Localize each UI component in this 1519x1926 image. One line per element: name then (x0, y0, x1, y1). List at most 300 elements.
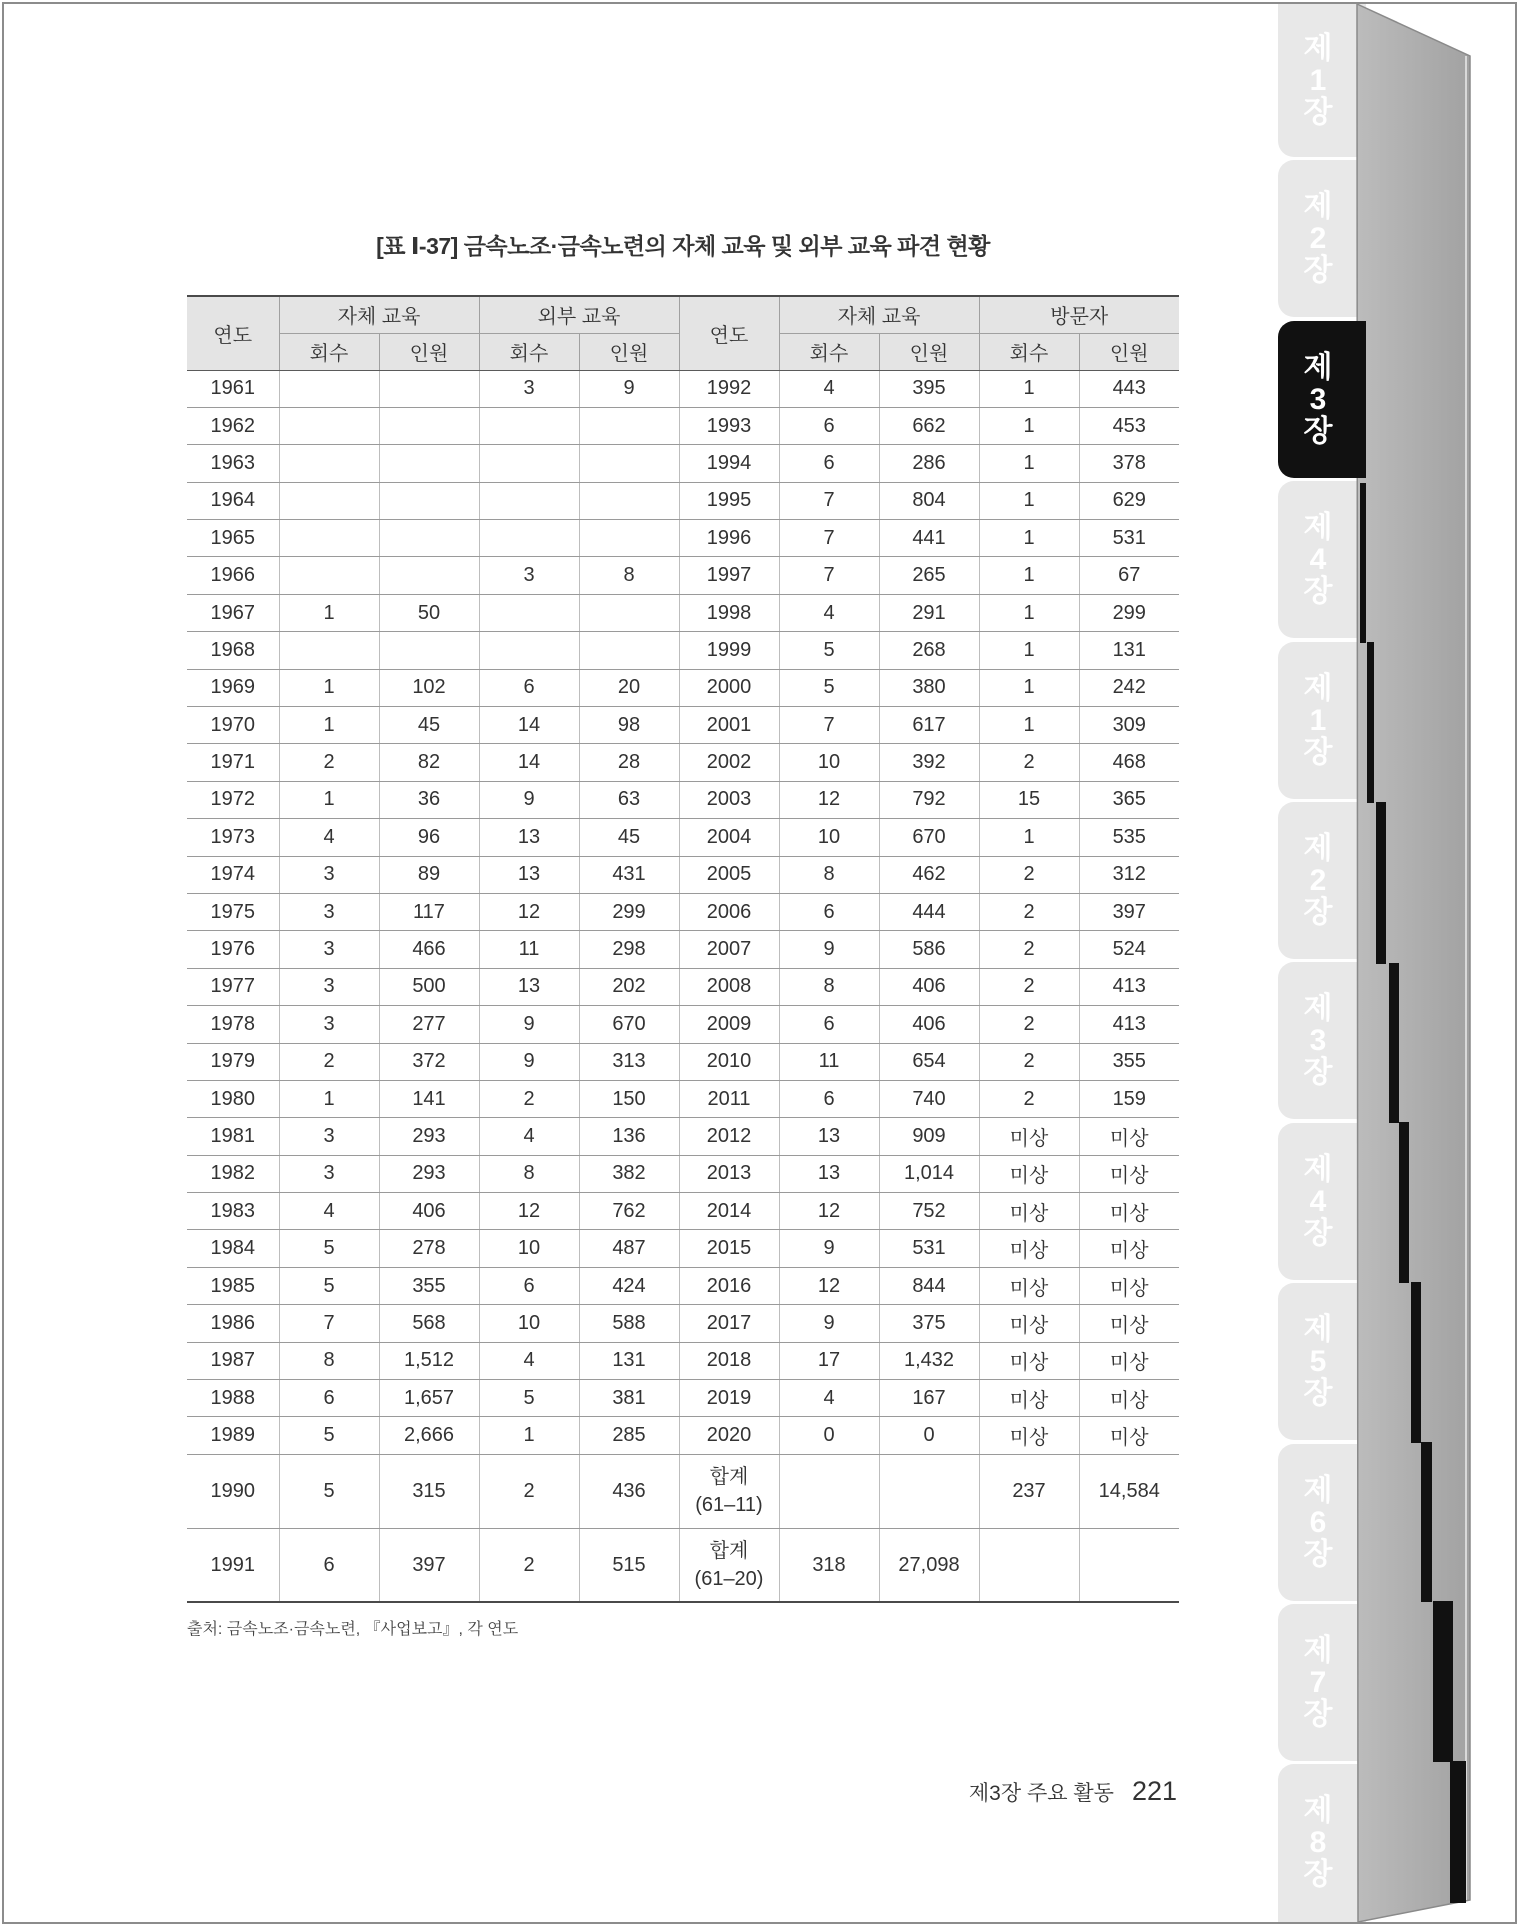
cell-visitor-count: 미상 (979, 1230, 1079, 1267)
cell-self-edu-count-left: 4 (279, 1193, 379, 1230)
cell-self-edu-count-right: 6 (779, 1080, 879, 1117)
cell-visitor-count: 15 (979, 781, 1079, 818)
cell-visitor-people: 299 (1079, 594, 1179, 631)
cell-self-edu-count-right: 4 (779, 1380, 879, 1417)
cell-external-edu-count: 6 (479, 1267, 579, 1304)
cell-year-right: 2009 (679, 1006, 779, 1043)
cell-self-edu-count-right: 7 (779, 707, 879, 744)
cell-visitor-count: 2 (979, 1006, 1079, 1043)
cell-self-edu-people-right: 395 (879, 370, 979, 407)
cell-self-edu-people-left: 500 (379, 968, 479, 1005)
cell-external-edu-people: 588 (579, 1305, 679, 1342)
cell-external-edu-people: 45 (579, 819, 679, 856)
cell-visitor-people: 397 (1079, 893, 1179, 930)
cell-self-edu-people-left: 1,657 (379, 1380, 479, 1417)
subheader-count: 회수 (479, 333, 579, 370)
table-row (187, 594, 1179, 631)
cell-year-right: 합계 (61–20) (679, 1528, 779, 1602)
cell-self-edu-count-left: 1 (279, 669, 379, 706)
table-row (187, 1528, 1179, 1602)
cell-year-left: 1982 (187, 1155, 279, 1192)
thumb-index-mark (1450, 1761, 1466, 1903)
cell-visitor-people: 67 (1079, 557, 1179, 594)
cell-year-right: 1999 (679, 632, 779, 669)
cell-year-left: 1987 (187, 1342, 279, 1379)
cell-self-edu-people-right: 286 (879, 445, 979, 482)
cell-self-edu-people-left: 50 (379, 594, 479, 631)
cell-visitor-people: 413 (1079, 968, 1179, 1005)
cell-self-edu-people-left (379, 370, 479, 407)
cell-visitor-count: 1 (979, 594, 1079, 631)
cell-year-left: 1969 (187, 669, 279, 706)
cell-external-edu-count: 13 (479, 819, 579, 856)
cell-self-edu-count-right: 12 (779, 1267, 879, 1304)
cell-visitor-count: 1 (979, 520, 1079, 557)
cell-external-edu-count: 3 (479, 557, 579, 594)
cell-self-edu-count-right: 9 (779, 1230, 879, 1267)
chapter-tab (1278, 642, 1366, 799)
table-body (187, 370, 1179, 1602)
cell-self-edu-people-left (379, 520, 479, 557)
cell-self-edu-people-right: 392 (879, 744, 979, 781)
cell-self-edu-count-left (279, 370, 379, 407)
cell-self-edu-people-left: 293 (379, 1155, 479, 1192)
cell-self-edu-people-left: 2,666 (379, 1417, 479, 1454)
cell-external-edu-count: 2 (479, 1528, 579, 1602)
cell-external-edu-people: 313 (579, 1043, 679, 1080)
cell-visitor-people: 미상 (1079, 1305, 1179, 1342)
cell-self-edu-count-left: 3 (279, 1006, 379, 1043)
cell-year-left: 1975 (187, 893, 279, 930)
cell-visitor-count: 2 (979, 893, 1079, 930)
chapter-tab (1278, 1123, 1366, 1280)
cell-self-edu-people-left: 568 (379, 1305, 479, 1342)
cell-external-edu-people: 28 (579, 744, 679, 781)
table-header (187, 296, 1179, 370)
header-year-right: 연도 (679, 296, 779, 370)
table-row (187, 445, 1179, 482)
cell-self-edu-people-left: 82 (379, 744, 479, 781)
subheader-people: 인원 (879, 333, 979, 370)
cell-external-edu-people (579, 632, 679, 669)
cell-visitor-people: 531 (1079, 520, 1179, 557)
cell-self-edu-count-left: 3 (279, 893, 379, 930)
cell-self-edu-people-left: 89 (379, 856, 479, 893)
cell-visitor-count: 미상 (979, 1193, 1079, 1230)
header-year-left: 연도 (187, 296, 279, 370)
chapter-tab-label: 제7장 (1303, 1633, 1333, 1731)
cell-external-edu-count: 14 (479, 744, 579, 781)
cell-self-edu-count-right: 13 (779, 1118, 879, 1155)
cell-external-edu-count: 10 (479, 1230, 579, 1267)
table-row (187, 968, 1179, 1005)
cell-self-edu-count-left (279, 557, 379, 594)
table-row (187, 856, 1179, 893)
cell-external-edu-count: 1 (479, 1417, 579, 1454)
cell-year-left: 1963 (187, 445, 279, 482)
cell-year-right: 2004 (679, 819, 779, 856)
cell-visitor-people: 미상 (1079, 1342, 1179, 1379)
cell-self-edu-people-right: 167 (879, 1380, 979, 1417)
cell-external-edu-people: 285 (579, 1417, 679, 1454)
cell-self-edu-people-right: 462 (879, 856, 979, 893)
cell-self-edu-people-left (379, 557, 479, 594)
cell-external-edu-count: 13 (479, 968, 579, 1005)
table-row (187, 520, 1179, 557)
cell-self-edu-count-right (779, 1454, 879, 1528)
cell-external-edu-count (479, 632, 579, 669)
cell-self-edu-count-left: 2 (279, 1043, 379, 1080)
chapter-tab-label: 제2장 (1303, 189, 1333, 287)
cell-self-edu-people-right: 406 (879, 968, 979, 1005)
cell-year-right: 2017 (679, 1305, 779, 1342)
chapter-tab (1278, 4, 1366, 157)
table-row (187, 1454, 1179, 1528)
cell-self-edu-count-right: 4 (779, 370, 879, 407)
cell-external-edu-people: 298 (579, 931, 679, 968)
cell-self-edu-people-left: 277 (379, 1006, 479, 1043)
cell-external-edu-count: 4 (479, 1342, 579, 1379)
cell-year-left: 1971 (187, 744, 279, 781)
cell-visitor-count: 2 (979, 1043, 1079, 1080)
cell-external-edu-count: 5 (479, 1380, 579, 1417)
chapter-tab (1278, 802, 1366, 959)
cell-self-edu-count-right: 6 (779, 407, 879, 444)
cell-year-right: 2015 (679, 1230, 779, 1267)
cell-self-edu-count-right: 6 (779, 893, 879, 930)
cell-year-right: 1993 (679, 407, 779, 444)
cell-self-edu-count-left (279, 407, 379, 444)
cell-self-edu-people-left: 45 (379, 707, 479, 744)
thumb-index-mark (1367, 642, 1374, 803)
table-row (187, 819, 1179, 856)
cell-year-left: 1968 (187, 632, 279, 669)
cell-year-right: 2005 (679, 856, 779, 893)
cell-external-edu-people: 381 (579, 1380, 679, 1417)
cell-year-right: 2003 (679, 781, 779, 818)
cell-self-edu-count-left: 5 (279, 1454, 379, 1528)
cell-visitor-people: 미상 (1079, 1118, 1179, 1155)
cell-year-left: 1980 (187, 1080, 279, 1117)
cell-visitor-people: 242 (1079, 669, 1179, 706)
cell-self-edu-people-right: 662 (879, 407, 979, 444)
cell-self-edu-people-left: 96 (379, 819, 479, 856)
header-external-education: 외부 교육 (479, 296, 679, 333)
table-row (187, 893, 1179, 930)
cell-external-edu-count: 9 (479, 781, 579, 818)
chapter-tab-label: 제1장 (1303, 671, 1333, 769)
cell-year-left: 1984 (187, 1230, 279, 1267)
table-row (187, 557, 1179, 594)
cell-self-edu-people-right: 617 (879, 707, 979, 744)
cell-self-edu-people-right: 406 (879, 1006, 979, 1043)
chapter-tab-label: 제4장 (1303, 510, 1333, 608)
table-row (187, 1305, 1179, 1342)
cell-year-right: 2000 (679, 669, 779, 706)
header-self-education-right: 자체 교육 (779, 296, 979, 333)
cell-external-edu-count: 14 (479, 707, 579, 744)
cell-external-edu-people (579, 445, 679, 482)
cell-self-edu-count-right: 8 (779, 856, 879, 893)
cell-visitor-count: 1 (979, 669, 1079, 706)
cell-self-edu-count-left: 6 (279, 1380, 379, 1417)
cell-visitor-people: 355 (1079, 1043, 1179, 1080)
cell-self-edu-people-right: 0 (879, 1417, 979, 1454)
cell-visitor-people (1079, 1528, 1179, 1602)
cell-visitor-count (979, 1528, 1079, 1602)
subheader-people: 인원 (1079, 333, 1179, 370)
cell-year-left: 1991 (187, 1528, 279, 1602)
header-self-education-left: 자체 교육 (279, 296, 479, 333)
cell-self-edu-count-left: 3 (279, 931, 379, 968)
cell-year-left: 1977 (187, 968, 279, 1005)
cell-visitor-people: 159 (1079, 1080, 1179, 1117)
cell-year-left: 1978 (187, 1006, 279, 1043)
chapter-tab (1278, 962, 1366, 1119)
cell-external-edu-people: 98 (579, 707, 679, 744)
cell-visitor-people: 309 (1079, 707, 1179, 744)
cell-self-edu-count-right: 7 (779, 557, 879, 594)
cell-visitor-people: 미상 (1079, 1380, 1179, 1417)
cell-year-right: 2011 (679, 1080, 779, 1117)
cell-visitor-people: 629 (1079, 482, 1179, 519)
cell-self-edu-count-right: 10 (779, 744, 879, 781)
cell-external-edu-people: 487 (579, 1230, 679, 1267)
cell-self-edu-count-left: 2 (279, 744, 379, 781)
cell-self-edu-people-left (379, 632, 479, 669)
cell-visitor-count: 미상 (979, 1342, 1079, 1379)
cell-year-left: 1966 (187, 557, 279, 594)
cell-visitor-people: 미상 (1079, 1267, 1179, 1304)
cell-year-left: 1973 (187, 819, 279, 856)
cell-year-left: 1964 (187, 482, 279, 519)
cell-external-edu-people (579, 482, 679, 519)
cell-external-edu-count: 4 (479, 1118, 579, 1155)
cell-self-edu-people-left: 1,512 (379, 1342, 479, 1379)
cell-visitor-count: 1 (979, 632, 1079, 669)
cell-visitor-people: 미상 (1079, 1155, 1179, 1192)
cell-visitor-count: 미상 (979, 1380, 1079, 1417)
cell-year-left: 1989 (187, 1417, 279, 1454)
subheader-people: 인원 (579, 333, 679, 370)
source-note: 출처: 금속노조·금속노련, 『사업보고』, 각 연도 (187, 1621, 519, 1638)
cell-self-edu-people-right: 1,432 (879, 1342, 979, 1379)
cell-year-left: 1988 (187, 1380, 279, 1417)
cell-self-edu-count-right: 6 (779, 1006, 879, 1043)
table-row (187, 1417, 1179, 1454)
cell-external-edu-people (579, 520, 679, 557)
cell-visitor-count: 1 (979, 482, 1079, 519)
running-footer-chapter: 제3장 주요 활동 (968, 1782, 1114, 1805)
cell-self-edu-count-left (279, 520, 379, 557)
cell-self-edu-people-left: 102 (379, 669, 479, 706)
cell-self-edu-count-right: 5 (779, 669, 879, 706)
cell-visitor-count: 미상 (979, 1267, 1079, 1304)
table-row (187, 1267, 1179, 1304)
cell-year-right: 1995 (679, 482, 779, 519)
cell-self-edu-people-left: 293 (379, 1118, 479, 1155)
cell-self-edu-people-right: 909 (879, 1118, 979, 1155)
cell-self-edu-count-left: 3 (279, 856, 379, 893)
cell-year-right: 1992 (679, 370, 779, 407)
cell-visitor-count: 1 (979, 819, 1079, 856)
chapter-tab (1278, 1283, 1366, 1440)
subheader-count: 회수 (279, 333, 379, 370)
chapter-tab-active (1278, 321, 1366, 478)
thumb-index-mark (1376, 802, 1386, 964)
cell-self-edu-people-right: 586 (879, 931, 979, 968)
cell-visitor-count: 2 (979, 744, 1079, 781)
cell-year-left: 1965 (187, 520, 279, 557)
cell-visitor-count: 2 (979, 931, 1079, 968)
cell-external-edu-people: 299 (579, 893, 679, 930)
cell-year-right: 1998 (679, 594, 779, 631)
cell-self-edu-count-left: 3 (279, 1118, 379, 1155)
cell-visitor-count: 2 (979, 968, 1079, 1005)
chapter-tab (1278, 1764, 1366, 1922)
cell-self-edu-people-left: 315 (379, 1454, 479, 1528)
table-row (187, 669, 1179, 706)
cell-self-edu-people-right: 1,014 (879, 1155, 979, 1192)
cell-visitor-count: 미상 (979, 1118, 1079, 1155)
cell-visitor-count: 2 (979, 856, 1079, 893)
cell-visitor-people: 312 (1079, 856, 1179, 893)
cell-visitor-count: 1 (979, 445, 1079, 482)
cell-external-edu-count: 2 (479, 1454, 579, 1528)
cell-year-right: 2018 (679, 1342, 779, 1379)
cell-self-edu-people-left: 372 (379, 1043, 479, 1080)
cell-visitor-count: 미상 (979, 1417, 1079, 1454)
cell-self-edu-people-right: 265 (879, 557, 979, 594)
thumb-index-mark (1433, 1601, 1453, 1762)
cell-visitor-count: 1 (979, 557, 1079, 594)
cell-self-edu-people-right: 291 (879, 594, 979, 631)
table-row (187, 931, 1179, 968)
cell-external-edu-people: 63 (579, 781, 679, 818)
cell-external-edu-people: 8 (579, 557, 679, 594)
cell-year-left: 1962 (187, 407, 279, 444)
cell-visitor-count: 미상 (979, 1155, 1079, 1192)
cell-year-right: 2010 (679, 1043, 779, 1080)
table-row (187, 744, 1179, 781)
cell-self-edu-count-right: 4 (779, 594, 879, 631)
cell-visitor-people: 365 (1079, 781, 1179, 818)
cell-external-edu-count: 6 (479, 669, 579, 706)
cell-self-edu-count-right: 5 (779, 632, 879, 669)
cell-self-edu-people-right: 268 (879, 632, 979, 669)
page-number: 221 (1131, 1776, 1177, 1806)
cell-external-edu-people: 202 (579, 968, 679, 1005)
cell-external-edu-people: 136 (579, 1118, 679, 1155)
subheader-people: 인원 (379, 333, 479, 370)
cell-external-edu-people: 762 (579, 1193, 679, 1230)
subheader-count: 회수 (979, 333, 1079, 370)
table-row (187, 1193, 1179, 1230)
cell-year-right: 1996 (679, 520, 779, 557)
table-row (187, 1230, 1179, 1267)
cell-external-edu-people (579, 594, 679, 631)
cell-year-right: 2020 (679, 1417, 779, 1454)
table-row (187, 1006, 1179, 1043)
cell-year-right: 2002 (679, 744, 779, 781)
table-row (187, 407, 1179, 444)
subheader-count: 회수 (779, 333, 879, 370)
cell-visitor-people: 미상 (1079, 1193, 1179, 1230)
cell-year-left: 1985 (187, 1267, 279, 1304)
cell-visitor-count: 237 (979, 1454, 1079, 1528)
chapter-tab-label: 제1장 (1303, 31, 1333, 129)
cell-year-left: 1970 (187, 707, 279, 744)
cell-year-right: 2019 (679, 1380, 779, 1417)
cell-self-edu-count-left: 7 (279, 1305, 379, 1342)
cell-self-edu-count-right: 9 (779, 1305, 879, 1342)
cell-visitor-count: 1 (979, 370, 1079, 407)
education-dispatch-table (187, 295, 1179, 1603)
cell-self-edu-people-right: 804 (879, 482, 979, 519)
header-row-top (187, 296, 1179, 333)
cell-year-left: 1972 (187, 781, 279, 818)
cell-external-edu-people: 436 (579, 1454, 679, 1528)
cell-self-edu-people-right: 740 (879, 1080, 979, 1117)
table-title: [표 Ⅰ-37] 금속노조·금속노련의 자체 교육 및 외부 교육 파견 현황 (376, 233, 990, 259)
cell-self-edu-count-right: 12 (779, 781, 879, 818)
cell-self-edu-people-right (879, 1454, 979, 1528)
cell-external-edu-count: 12 (479, 1193, 579, 1230)
page-footer (969, 1776, 1177, 1807)
cell-year-right: 합계 (61–11) (679, 1454, 779, 1528)
cell-visitor-count: 1 (979, 707, 1079, 744)
cell-self-edu-count-left: 1 (279, 594, 379, 631)
cell-self-edu-count-right: 9 (779, 931, 879, 968)
cell-external-edu-people: 131 (579, 1342, 679, 1379)
cell-year-left: 1986 (187, 1305, 279, 1342)
cell-year-right: 1994 (679, 445, 779, 482)
cell-year-right: 2012 (679, 1118, 779, 1155)
cell-visitor-count: 2 (979, 1080, 1079, 1117)
cell-external-edu-people: 431 (579, 856, 679, 893)
cell-visitor-people: 378 (1079, 445, 1179, 482)
cell-self-edu-people-right: 654 (879, 1043, 979, 1080)
cell-visitor-people: 14,584 (1079, 1454, 1179, 1528)
cell-external-edu-count: 9 (479, 1006, 579, 1043)
table-row (187, 1080, 1179, 1117)
thumb-index-mark (1411, 1282, 1421, 1443)
chapter-tab (1278, 1444, 1366, 1601)
cell-external-edu-count (479, 520, 579, 557)
table-row (187, 781, 1179, 818)
cell-self-edu-people-right: 375 (879, 1305, 979, 1342)
table-row (187, 632, 1179, 669)
cell-self-edu-count-left (279, 482, 379, 519)
cell-self-edu-count-left: 5 (279, 1267, 379, 1304)
cell-visitor-people: 413 (1079, 1006, 1179, 1043)
cell-visitor-people: 443 (1079, 370, 1179, 407)
thumb-index-mark (1421, 1442, 1432, 1602)
cell-visitor-count: 미상 (979, 1305, 1079, 1342)
cell-self-edu-count-right: 0 (779, 1417, 879, 1454)
cell-external-edu-people: 382 (579, 1155, 679, 1192)
cell-self-edu-count-right: 11 (779, 1043, 879, 1080)
cell-self-edu-count-right: 8 (779, 968, 879, 1005)
cell-year-right: 2016 (679, 1267, 779, 1304)
cell-year-left: 1983 (187, 1193, 279, 1230)
cell-external-edu-count: 12 (479, 893, 579, 930)
cell-self-edu-people-right: 27,098 (879, 1528, 979, 1602)
cell-self-edu-count-left (279, 445, 379, 482)
chapter-tab (1278, 160, 1366, 317)
cell-visitor-people: 535 (1079, 819, 1179, 856)
table-row (187, 482, 1179, 519)
